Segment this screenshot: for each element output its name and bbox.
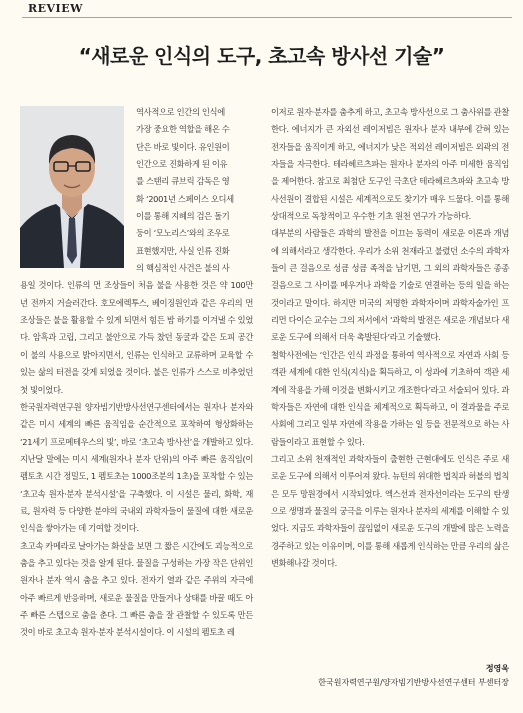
left-column (20, 104, 253, 642)
section-divider (22, 17, 512, 18)
text-line: 의 핵심적인 사건은 불의 사 (136, 263, 230, 274)
text-line: 역사적으로 인간의 인식에 (136, 107, 225, 117)
text-line: 가장 중요한 역할을 해온 수 (136, 124, 230, 135)
section-label: REVIEW (28, 2, 83, 15)
text-line: 단은 바로 빛이다. 유인원이 (136, 141, 230, 152)
author-byline (318, 662, 509, 690)
author-name: 정영욱 (485, 664, 509, 673)
right-column (271, 104, 509, 572)
body-paragraph: 한국원자력연구원 양자빔기반방사선연구센터에서는 원자나 분자와 같은 미시 세계의 빠른 움직임을 순간적으로 포착하여 형상화하는 ‘21세기 프로메테우스의 빛’, 바로 ‘초고속 방사선’을 개발하고 있다. 지난달 말에는 미시 세계(원자나 분자 단위)의 아주 빠른 움직임(이 펨토초 시간 정밀도, 1 펨토초는 1000조분의 1초)을 포착할 수 있는 ‘초고속 원자·분자 분석시설’을 구축했다. 이 시설은 물리, 화학, 재료, 원자력 등 다양한 분야의 국내외 과학자들이 물질에 대한 새로운 인식을 쌓아가는 데 기여할 것이다. (20, 401, 253, 534)
text-line: 를 스탠리 큐브릭 감독은 영 (136, 176, 230, 187)
section-header (0, 0, 523, 22)
body-paragraph: 그리고 소위 천재적인 과학자들이 출현한 근현대에도 인식은 주로 새로운 도구에 의해서 이루어져 왔다. 뉴턴의 위대한 법칙과 허블의 법칙은 모두 망원경에서 시작되었다. 엑스선과 전자선이라는 도구의 탄생으로 생명과 물질의 궁극을 이루는 원자나 분자의 세계를 이해할 수 있었다. 지금도 과학자들이 끊임없이 새로운 도구의 개발에 많은 노력을 경주하고 있는 이유이며, 이를 통해 새롭게 인식하는 만큼 우리의 삶은 변화해나갈 것이다. (271, 453, 509, 568)
body-paragraph: 대부분의 사람들은 과학의 발전을 이끄는 동력이 새로운 이론과 개념에 의해서라고 생각한다. 우리가 소위 천재라고 불렸던 소수의 과학자들이 큰 걸음으로 성큼 성큼 족적을 남기면, 그 외의 과학자들은 종종걸음으로 그 사이를 메우거나 과학을 기술로 연결하는 등의 일을 하는 것이라고 말이다. 하지만 미국의 저명한 과학자이며 과학자술가인 프리먼 다이슨 교수는 그의 저서에서 ‘과학의 발전은 새로운 개념보다 새로운 도구에 의해서 더욱 촉발된다’라고 기술했다. (271, 228, 509, 343)
author-affiliation: 한국원자력연구원/양자빔기반방사선연구센터 부센터장 (318, 678, 509, 687)
wrapped-lines (20, 104, 253, 277)
text-line: 화 ‘2001년 스페이스 오디세 (136, 193, 234, 204)
text-line: 둥이 ‘모노리스’와의 조우로 (136, 228, 230, 239)
body-paragraph: 철학사전에는 ‘인간은 인식 과정을 통하여 역사적으로 자연과 사회 등 객관 세계에 대한 인식(지식)을 획득하고, 이 성과에 기초하여 객관 세계에 작용을 가해 이것을 변화시키고 개조한다’라고 서술되어 있다. 과학자들은 자연에 대한 인식을 체계적으로 획득하고, 이 결과물을 주로 사회에 그리고 일부 자연에 작용을 가하는 일 등을 전문적으로 하는 사람들이라고 표현할 수 있다. (271, 349, 509, 447)
text-line: 인간으로 진화하게 된 이유 (136, 159, 228, 170)
article-title: “새로운 인식의 도구, 초고속 방사선 기술” (78, 44, 445, 68)
body-paragraph: 이저로 원자·분자를 춤추게 하고, 초고속 방사선으로 그 춤사위를 관찰한다. 에너지가 큰 자외선 레이저빔은 원자나 분자 내부에 갇혀 있는 전자들을 움직이게 하고, 에너지가 낮은 적외선 레이저빔은 외곽의 전자들을 자극한다. 테라헤르츠파는 원자나 분자의 아주 미세한 움직임을 제어한다. 참고로 최첨단 도구인 극초단 테라헤르츠파와 초고속 방사선원이 결합된 시설은 세계적으로도 찾기가 매우 드물다. 이를 통해 상대적으로 독창적이고 우수한 기초 원천 연구가 가능하다. (271, 107, 509, 222)
text-line: 표현했지만, 사실 인류 진화 (136, 245, 230, 256)
body-paragraph: 용일 것이다. 인류의 먼 조상들이 처음 불을 사용한 것은 약 100만 년 전까지 거슬러간다. 호모에렉투스, 베이징원인과 같은 우리의 먼 조상들은 불을 활용할 수 있게 되면서 힘든 밤 하기를 이겨낼 수 있었다. 암흑과 고립, 그리고 불안으로 가득 찼던 동굴과 같은 도피 공간이 불의 사용으로 밝아지면서, 인류는 인식하고 교류하며 교육할 수 있는 삶의 터전을 갖게 되었을 것이다. 불은 인류가 스스로 비추었던 첫 빛이었다. (20, 280, 253, 395)
text-line: 이를 통해 지혜의 검은 돌기 (136, 211, 230, 222)
body-paragraph: 초고속 카메라로 날아가는 화살을 보면 그 짧은 시간에도 괴능적으로 춤을 추고 있다는 것을 알게 된다. 물질을 구성하는 가장 작은 단위인 원자나 분자 역시 춤을 추고 있다. 전자기 열과 같은 주위의 자극에 아주 빠르게 반응하며, 새로운 물질을 만들거나 상태를 바꿀 때도 아주 빠른 스텝으로 춤을 춘다. 그 빠른 춤을 잘 관찰할 수 있도록 만든 것이 바로 초고속 원자·분자 분석시설이다. 이 시설의 펨토초 레 (20, 540, 253, 638)
